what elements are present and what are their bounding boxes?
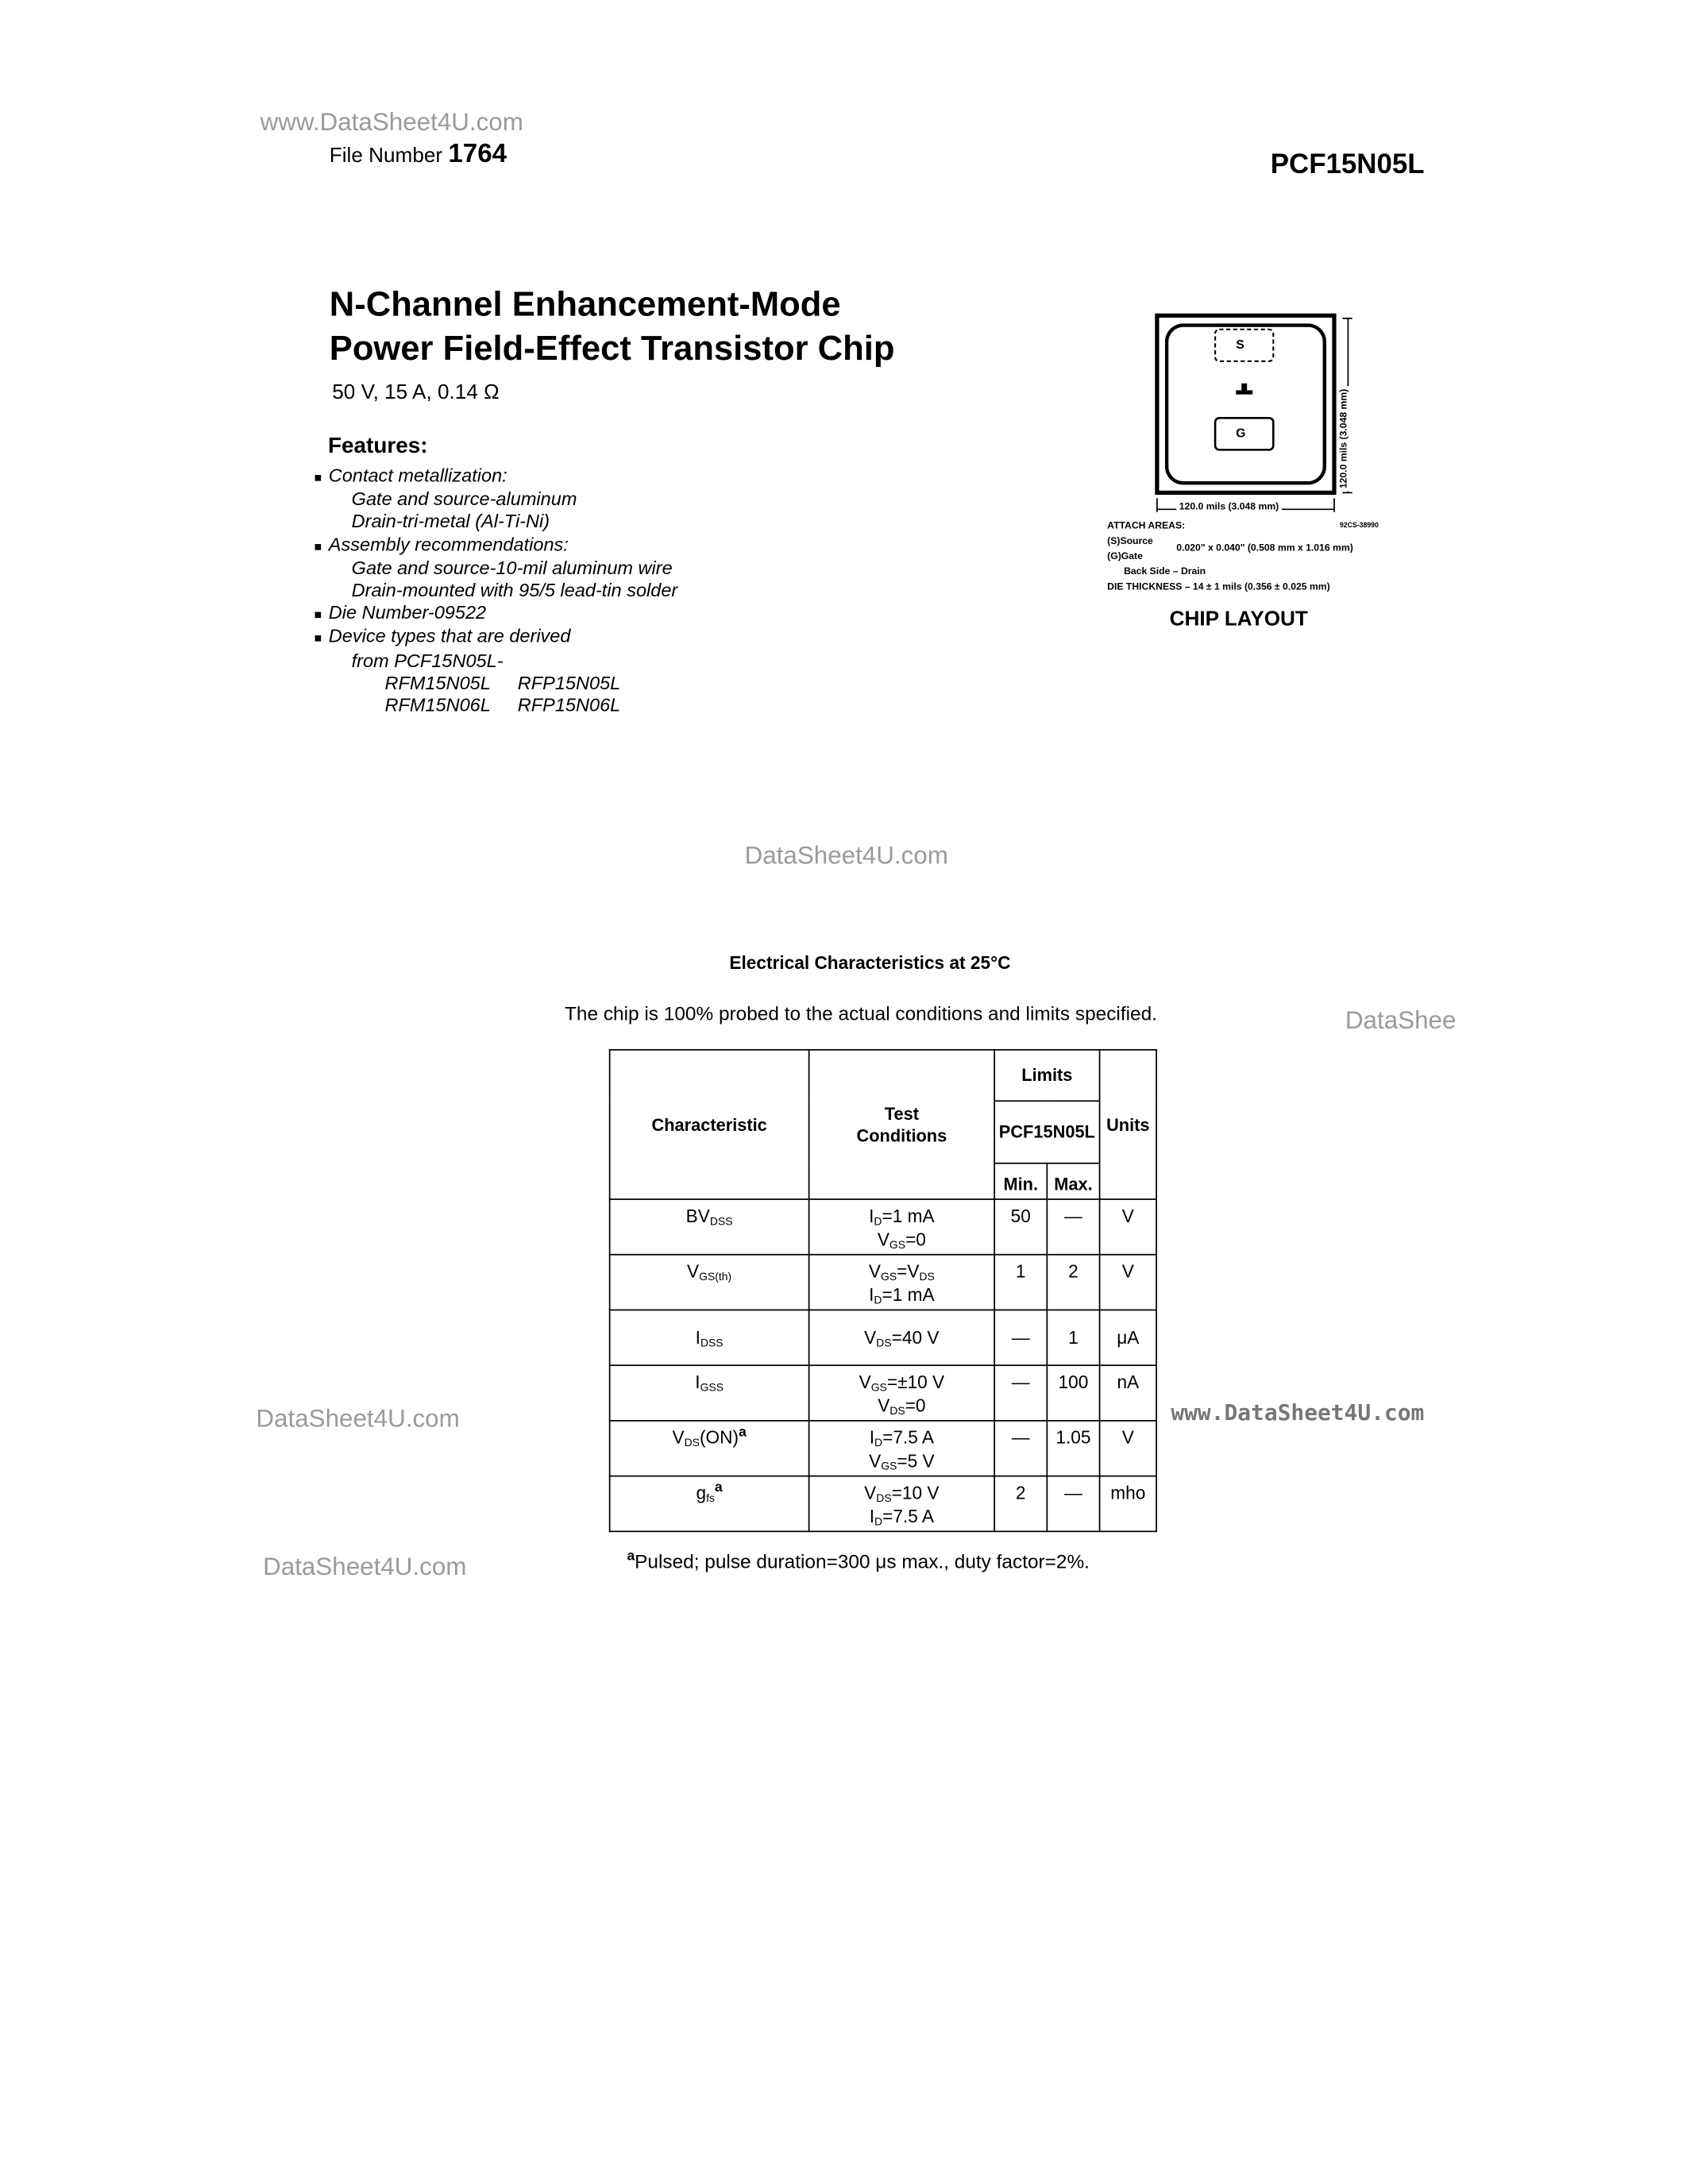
text-segment: V [672, 1426, 685, 1448]
table-row [610, 1365, 1156, 1421]
cell-min: — [994, 1365, 1047, 1421]
watermark-left-1: DataSheet4U.com [256, 1404, 460, 1433]
text-segment: I [695, 1327, 700, 1349]
text-segment: GS [881, 1460, 897, 1473]
condition-line [809, 1204, 994, 1228]
text-segment: GS [889, 1238, 906, 1252]
header-device: PCF15N05L [994, 1101, 1099, 1163]
cell-characteristic [610, 1255, 809, 1310]
bullet-icon: ■ [314, 608, 322, 622]
attach-size: 0.020" x 0.040" (0.508 mm x 1.016 mm) [1176, 543, 1353, 554]
text-segment: =7.5 A [882, 1426, 934, 1448]
text-segment: V [877, 1229, 889, 1250]
text-segment: =7.5 A [882, 1506, 934, 1527]
table-row [610, 1476, 1156, 1532]
text-segment: =10 V [891, 1482, 940, 1503]
feature-item [314, 602, 677, 626]
header-characteristic: Characteristic [610, 1050, 809, 1199]
condition-line [809, 1504, 994, 1528]
dimension-horizontal: 120.0 mils (3.048 mm) [1176, 503, 1281, 514]
header-units: Units [1100, 1050, 1156, 1199]
feature-item [314, 534, 677, 558]
derived-device-row [332, 673, 677, 695]
part-number: PCF15N05L [1270, 149, 1425, 180]
text-segment: I [869, 1205, 874, 1227]
cell-min: 1 [994, 1255, 1047, 1310]
text-segment: fs [706, 1491, 716, 1505]
cell-max: — [1047, 1199, 1099, 1255]
footnote-mark: a [627, 1549, 635, 1565]
text-segment: DS [889, 1404, 905, 1418]
text-segment: D [874, 1294, 882, 1307]
header-conditions: Conditions [856, 1125, 947, 1146]
title-line-1: N-Channel Enhancement-Mode [329, 284, 841, 324]
text-segment: V [687, 1260, 700, 1282]
footnote [627, 1550, 1090, 1572]
watermark-right-2: www.DataSheet4U.com [1171, 1399, 1425, 1426]
cell-units: V [1100, 1255, 1156, 1310]
text-segment: =±10 V [886, 1372, 945, 1393]
figure-code: 92CS-38990 [1339, 521, 1379, 531]
derived-device: RFP15N06L [517, 694, 621, 716]
feature-detail: from PCF15N05L- [351, 650, 504, 671]
cell-units: mho [1100, 1476, 1156, 1532]
text-segment: I [869, 1506, 875, 1527]
features-list [314, 465, 678, 718]
text-segment: =V [897, 1260, 920, 1282]
die-thickness: DIE THICKNESS – 14 ± 1 mils (0.356 ± 0.025 mm) [1107, 582, 1330, 592]
text-segment: g [696, 1482, 707, 1503]
text-segment: I [869, 1426, 875, 1448]
cell-max: 2 [1047, 1255, 1099, 1310]
electrical-title: Electrical Characteristics at 25°C [729, 951, 1011, 974]
condition-line [809, 1426, 994, 1449]
cell-characteristic [610, 1421, 809, 1476]
text-segment: V [878, 1395, 890, 1416]
cell-characteristic [610, 1310, 809, 1365]
dimension-vertical: 120.0 mils (3.048 mm) [1340, 386, 1351, 491]
header-test-conditions [809, 1050, 995, 1199]
condition-line [809, 1449, 994, 1473]
footnote-text: Pulsed; pulse duration=300 μs max., duty factor=2%. [635, 1549, 1090, 1572]
features-heading: Features: [328, 434, 428, 458]
derived-device-row [332, 695, 677, 717]
text-segment: DSS [709, 1215, 733, 1228]
back-side: Back Side – Drain [1124, 567, 1206, 577]
title-line-2: Power Field-Effect Transistor Chip [329, 329, 895, 369]
cell-conditions [809, 1255, 995, 1310]
text-segment: =0 [905, 1395, 926, 1416]
text-segment: D [874, 1515, 883, 1528]
derived-device: RFM15N05L [384, 672, 491, 693]
chip-layout-diagram [1135, 307, 1412, 529]
header-limits: Limits [994, 1050, 1099, 1101]
text-segment: GS [870, 1381, 887, 1394]
attach-areas-title: ATTACH AREAS: [1107, 521, 1186, 532]
cell-conditions [809, 1476, 995, 1532]
bullet-icon: ■ [314, 538, 322, 554]
cell-units: μA [1100, 1310, 1156, 1365]
text-segment: GS [880, 1270, 897, 1283]
bullet-icon: ■ [314, 470, 322, 484]
text-segment: BV [685, 1205, 710, 1227]
condition-line [809, 1228, 994, 1252]
cell-max: — [1047, 1476, 1099, 1532]
feature-label: Assembly recommendations: [328, 534, 569, 555]
header-test: Test [884, 1103, 919, 1124]
cell-max: 100 [1047, 1365, 1099, 1421]
cell-min: 2 [994, 1476, 1047, 1532]
table-row [610, 1310, 1156, 1365]
derived-device: RFM15N06L [384, 694, 491, 716]
condition-line [809, 1394, 994, 1418]
ratings: 50 V, 15 A, 0.14 Ω [332, 380, 500, 404]
text-segment: =0 [905, 1229, 926, 1250]
electrical-characteristics-table [609, 1049, 1157, 1532]
cell-units: nA [1100, 1365, 1156, 1421]
condition-line [809, 1326, 994, 1350]
text-segment: I [869, 1284, 874, 1306]
gate-label: Gate [1121, 552, 1143, 562]
text-segment: =40 V [891, 1327, 940, 1349]
cell-conditions [809, 1421, 995, 1476]
file-number [330, 141, 507, 171]
gate-pad-label: G [1236, 426, 1246, 441]
text-segment: a [715, 1480, 723, 1496]
attach-source: (S)Source [1107, 537, 1153, 547]
cell-characteristic [610, 1476, 809, 1532]
text-segment: =1 mA [882, 1205, 935, 1227]
text-segment: DS [919, 1270, 935, 1283]
feature-detail: Drain-tri-metal (Al-Ti-Ni) [351, 511, 550, 532]
text-segment: V [864, 1482, 877, 1503]
text-segment: =5 V [897, 1450, 935, 1472]
text-segment: D [874, 1436, 883, 1449]
condition-line [809, 1260, 994, 1283]
cell-min: — [994, 1310, 1047, 1365]
watermark-top: www.DataSheet4U.com [260, 107, 523, 136]
table-row [610, 1255, 1156, 1310]
probe-note: The chip is 100% probed to the actual conditions and limits specified. [565, 1001, 1157, 1024]
text-segment: GS(th) [699, 1270, 732, 1283]
file-number-value: 1764 [448, 140, 507, 169]
text-segment: DSS [700, 1337, 724, 1350]
cell-units: V [1100, 1199, 1156, 1255]
text-segment: V [859, 1372, 871, 1393]
feature-label: Die Number-09522 [328, 602, 487, 623]
feature-item [314, 626, 677, 650]
cell-max: 1.05 [1047, 1421, 1099, 1476]
watermark-right: DataShee [1345, 1005, 1457, 1034]
chip-layout-caption: CHIP LAYOUT [1169, 608, 1308, 631]
condition-line [809, 1283, 994, 1306]
cell-units: V [1100, 1421, 1156, 1476]
page-title [330, 283, 895, 372]
cell-characteristic [610, 1365, 809, 1421]
cell-characteristic [610, 1199, 809, 1255]
feature-detail: Gate and source-10-mil aluminum wire [351, 557, 673, 579]
text-segment: DS [876, 1337, 892, 1350]
watermark-left-2: DataSheet4U.com [263, 1553, 467, 1581]
header-min: Min. [994, 1163, 1047, 1199]
source-label: Source [1120, 537, 1153, 547]
bullet-icon: ■ [314, 631, 322, 646]
cell-conditions [809, 1199, 995, 1255]
table-row [610, 1421, 1156, 1476]
condition-line [809, 1370, 994, 1394]
cell-min: 50 [994, 1199, 1047, 1255]
feature-label: Device types that are derived [328, 626, 571, 647]
cell-min: — [994, 1421, 1047, 1476]
cell-conditions [809, 1310, 995, 1365]
feature-label: Contact metallization: [328, 465, 507, 486]
file-label: File Number [329, 144, 443, 168]
text-segment: DS [876, 1491, 892, 1505]
text-segment: (ON) [699, 1426, 739, 1448]
text-segment: DS [684, 1436, 700, 1449]
cell-max: 1 [1047, 1310, 1099, 1365]
text-segment: V [869, 1450, 882, 1472]
feature-detail: Gate and source-aluminum [351, 488, 577, 510]
derived-device: RFP15N05L [517, 672, 621, 693]
text-segment: D [874, 1215, 882, 1228]
condition-line [809, 1481, 994, 1505]
text-segment: V [864, 1327, 877, 1349]
text-segment: GSS [700, 1381, 724, 1394]
feature-detail: Drain-mounted with 95/5 lead-tin solder [351, 580, 678, 601]
cell-conditions [809, 1365, 995, 1421]
table-row [610, 1199, 1156, 1255]
text-segment: =1 mA [882, 1284, 935, 1306]
text-segment: I [695, 1372, 700, 1393]
header-max: Max. [1047, 1163, 1099, 1199]
text-segment: a [739, 1425, 747, 1441]
attach-gate: (G)Gate [1107, 552, 1143, 562]
feature-item [314, 465, 677, 489]
source-pad-label: S [1236, 338, 1244, 352]
watermark-mid: DataSheet4U.com [744, 841, 948, 870]
text-segment: V [868, 1260, 881, 1282]
